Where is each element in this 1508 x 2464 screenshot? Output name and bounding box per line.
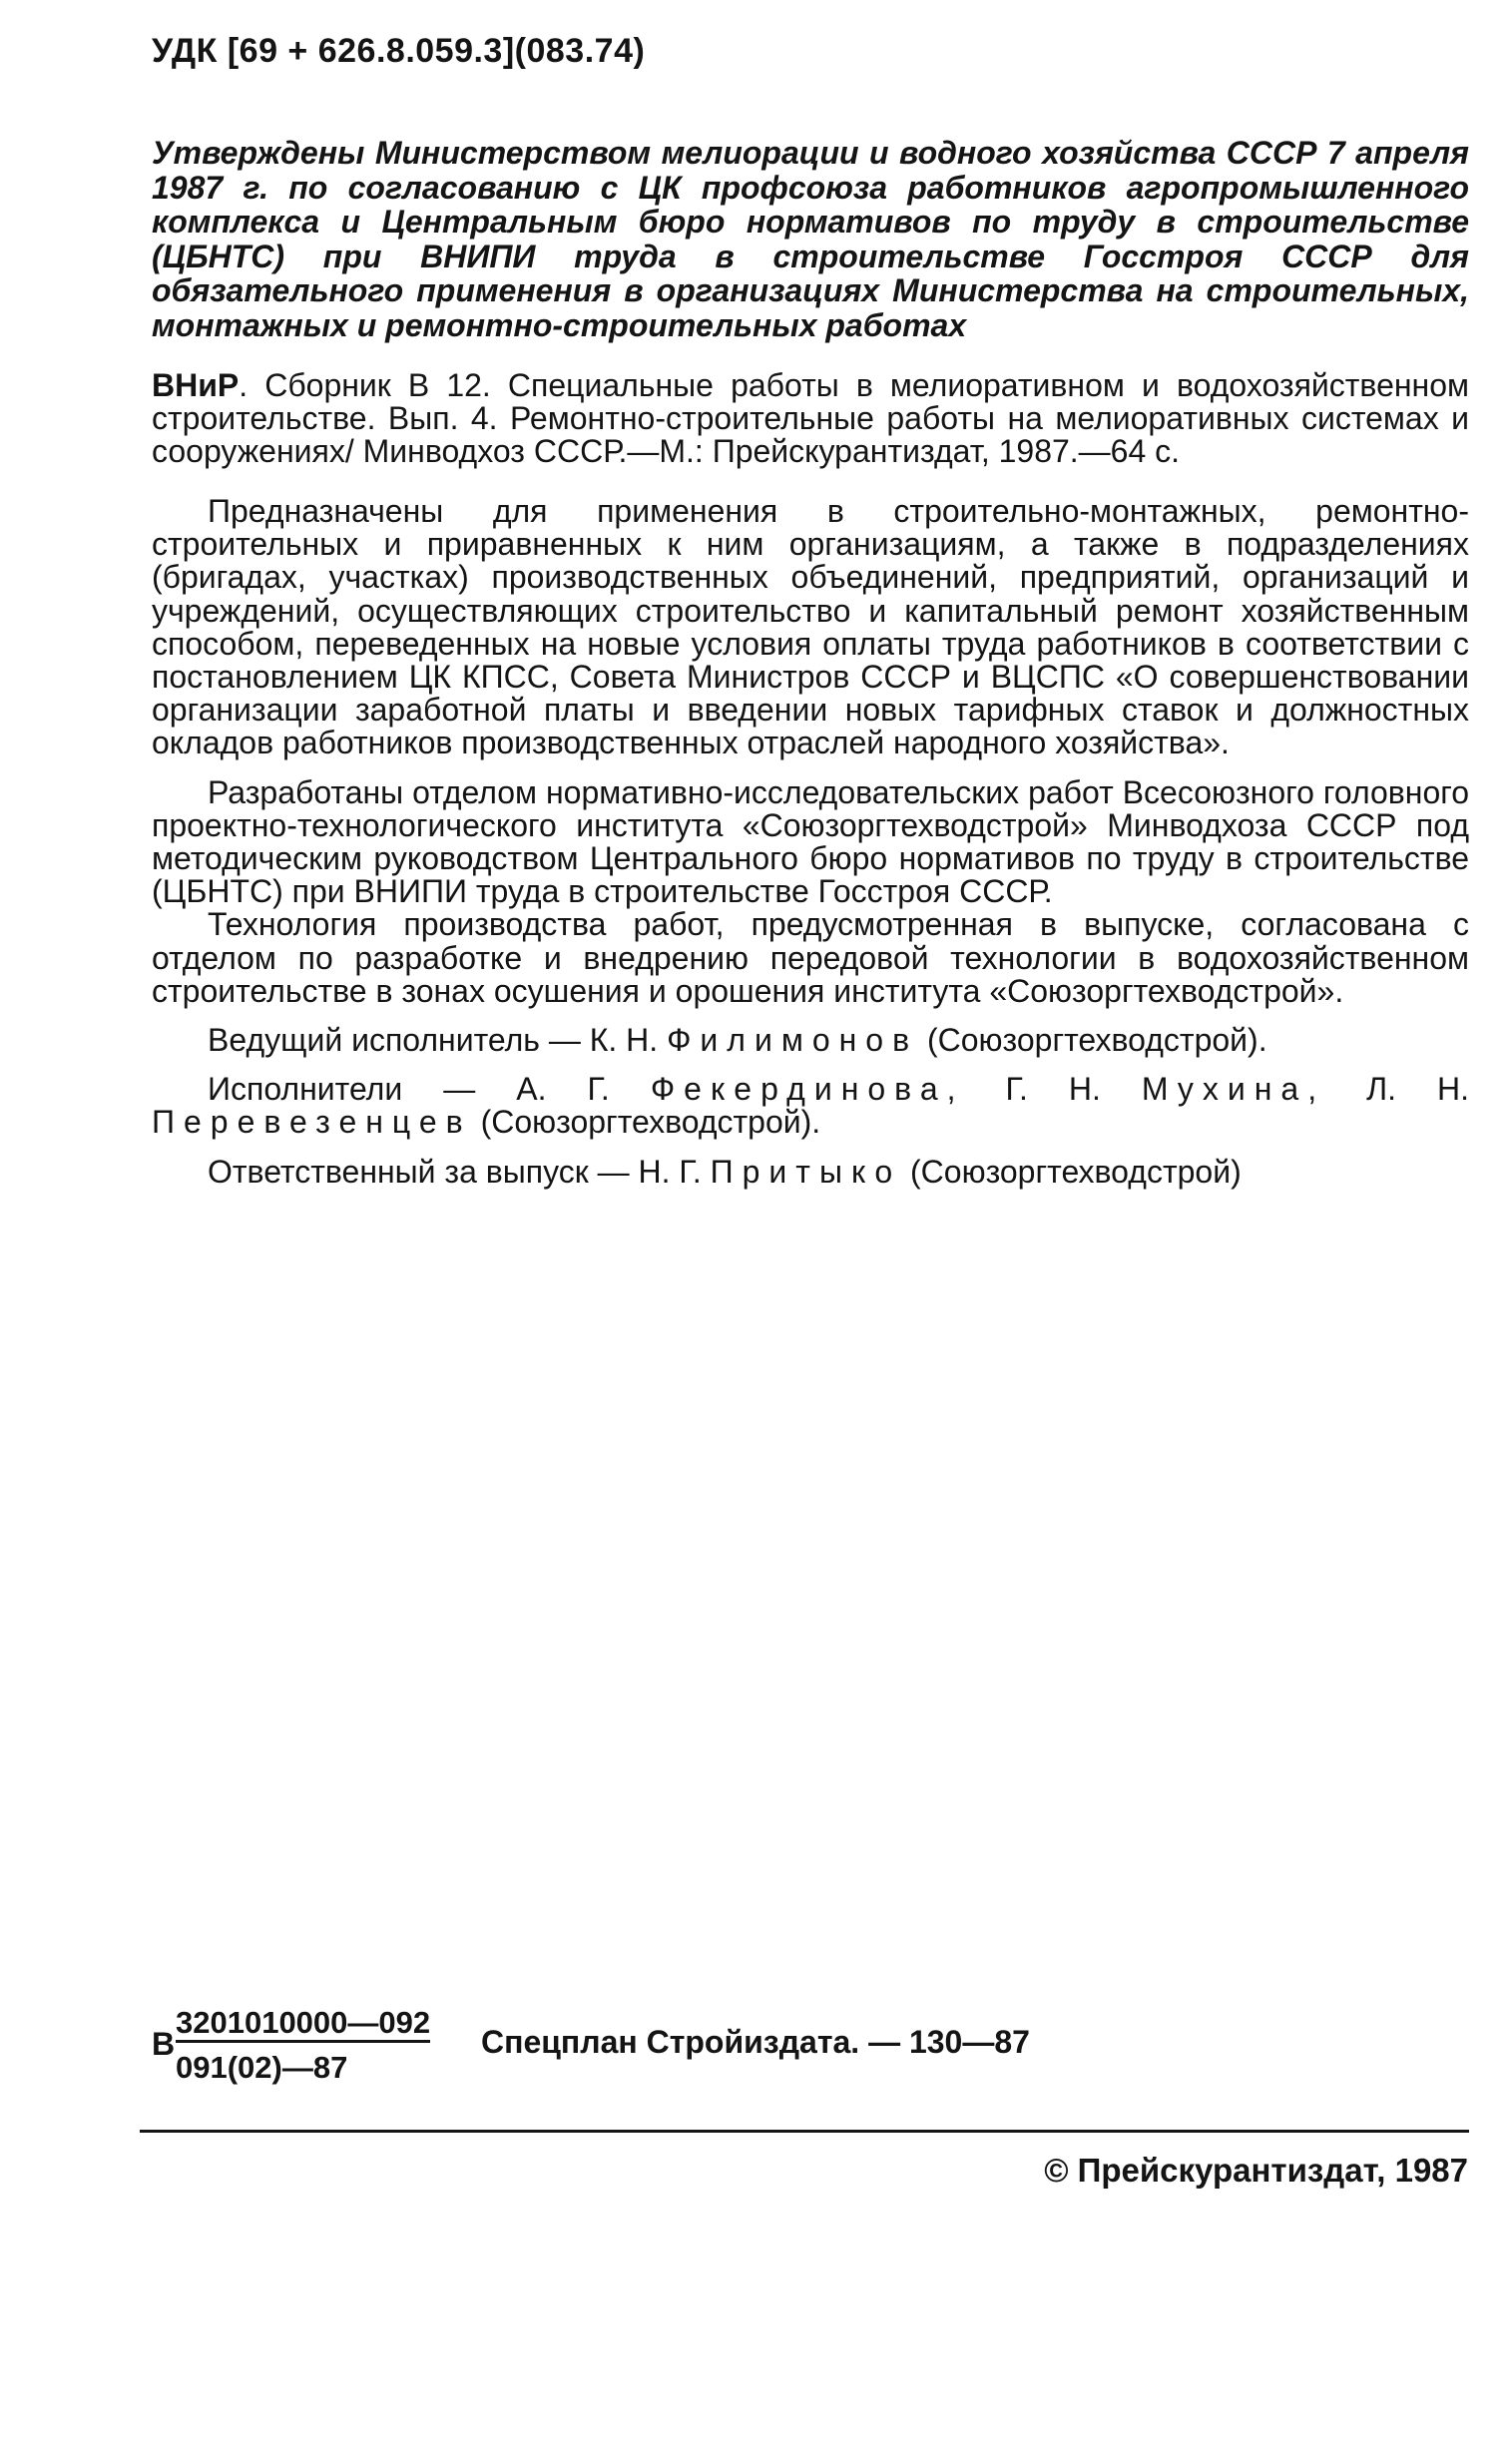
executors-line [152, 1073, 1469, 1139]
developed-paragraph: Разработаны отделом нормативно-исследовательских работ Всесоюзного головного проектно-технологического института «Союзоргтехводстрой» Минводхоза СССР под методическим руководством Центрального бюро нормативов по труду в строительстве (ЦБНТС) при ВНИПИ труда в строительстве Госстроя СССР. [152, 773, 1469, 910]
responsible-org: (Союзоргтехводстрой) [910, 1153, 1242, 1190]
lead-label: Ведущий исполнитель — К. Н. [208, 1022, 659, 1059]
lead-name: Филимонов [667, 1022, 919, 1059]
executor-initials-2: Г. Н. [1005, 1071, 1101, 1108]
copyright-notice: © Прейскурантиздат, 1987 [1044, 2152, 1468, 2189]
bibliographic-record [152, 369, 1469, 468]
imprint-letter: В [152, 2026, 176, 2062]
publishing-plan: Спецплан Стройиздата. — 130—87 [481, 2024, 1030, 2060]
lead-executor-line [152, 1024, 1469, 1057]
executors-label: Исполнители — А. Г. [208, 1071, 610, 1108]
udk-code: УДК [69 + 626.8.059.3](083.74) [152, 32, 646, 70]
imprint-block [152, 2006, 1469, 2126]
purpose-paragraph: Предназначены для применения в строительно-монтажных, ремонтно-строительных и приравненных к ним организациям, а также в подразделениях (бригадах, участках) производственных объединений, предприятий, организаций и учреждений, осуществляющих строительство и капитальный ремонт хозяйственным способом, переведенных на новые условия оплаты труда работников в соответствии с постановлением ЦК КПСС, Совета Министров СССР и ВЦСПС «О совершенствовании организации заработной платы и введении новых тарифных ставок и должностных окладов работников производственных отраслей народного хозяйства». [152, 493, 1469, 761]
approval-note: Утверждены Министерством мелиорации и водного хозяйства СССР 7 апреля 1987 г. по согласованию с ЦК профсоюза работников агропромышленного комплекса и Центральным бюро нормативов по труду в строительстве (ЦБНТС) при ВНИПИ труда в строительстве Госстроя СССР для обязательного применения в организациях Министерства на строительных, монтажных и ремонтно-строительных работах [152, 135, 1469, 343]
responsible-name: Притыко [710, 1153, 902, 1190]
horizontal-rule [140, 2130, 1469, 2133]
imprint-code-bottom: 091(02)—87 [176, 2050, 348, 2085]
responsible-line [152, 1153, 1469, 1190]
lead-org: (Союзоргтехводстрой). [926, 1022, 1267, 1059]
executor-name-3: Перевезенцев [152, 1104, 472, 1141]
annotation-body [152, 495, 1469, 1189]
technology-paragraph: Технология производства работ, предусмотренная в выпуске, согласована с отделом по разработке и внедрению передовой технологии в водохозяйственном строительстве в зонах осушения и орошения института «Союзоргтехводстрой». [152, 906, 1469, 1009]
imprint-code-top: 3201010000—092 [176, 2006, 430, 2043]
executor-initials-3: Л. Н. [1366, 1071, 1470, 1108]
executor-name-1: Фекердинова, [650, 1071, 965, 1108]
executors-org: (Союзоргтехводстрой). [480, 1104, 821, 1141]
responsible-label: Ответственный за выпуск — Н. Г. [208, 1153, 702, 1190]
biblio-abbreviation: ВНиР [152, 367, 240, 403]
executor-name-2: Мухина, [1141, 1071, 1326, 1108]
biblio-text: . Сборник В 12. Специальные работы в мелиоративном и водохозяйственном строительстве. Вып. 4. Ремонтно-строительные работы на мелиоративных системах и сооружениях/ Минводхоз СССР.—М.: Прейскурантиздат, 1987.—64 с. [152, 367, 1469, 469]
